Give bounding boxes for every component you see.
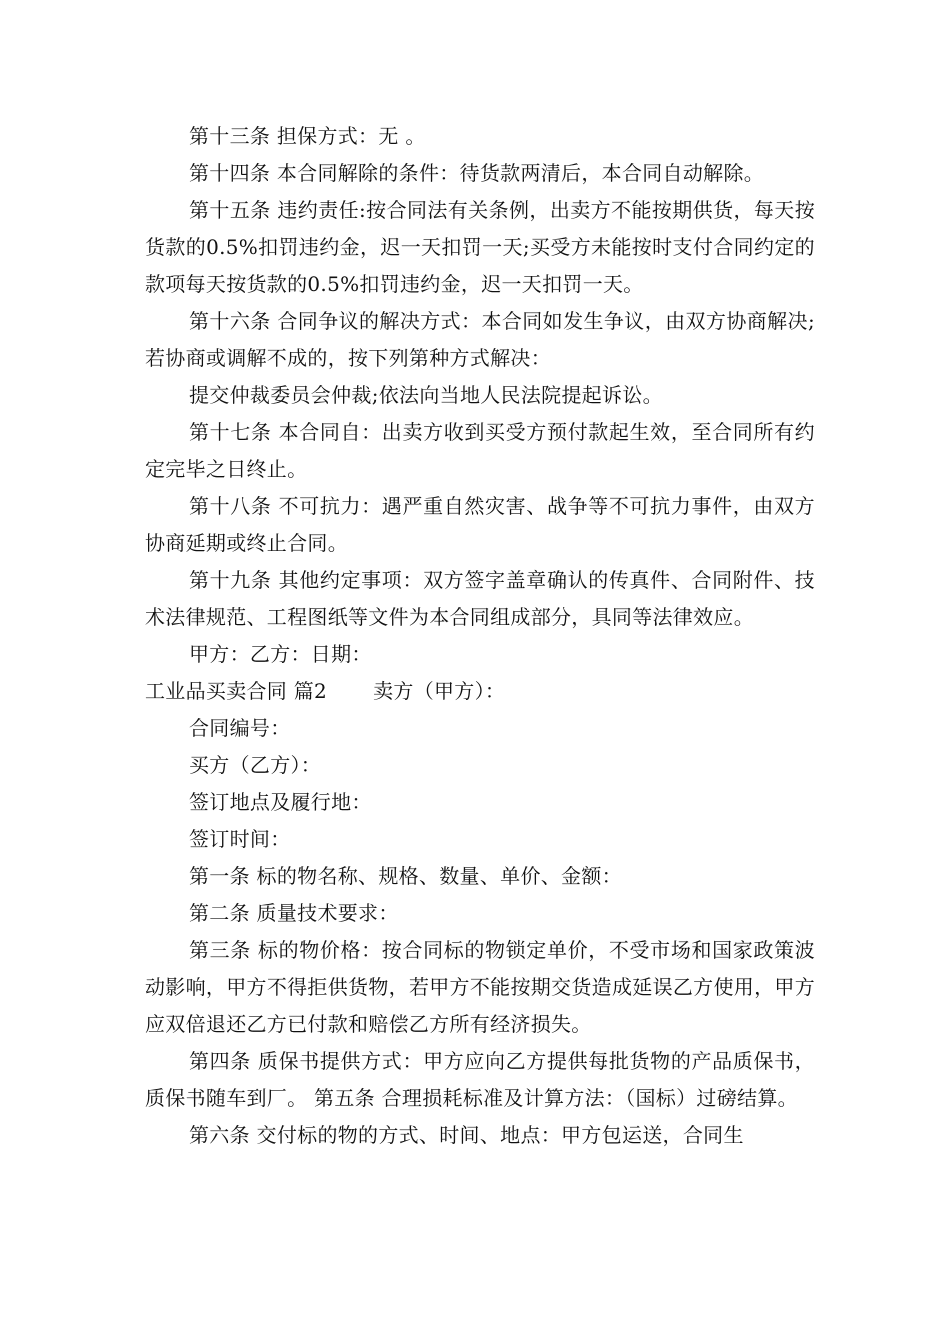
section-title: 工业品买卖合同 篇2 — [145, 679, 328, 703]
seller-label: 卖方（甲方）： — [373, 679, 506, 703]
clause-16: 第十六条 合同争议的解决方式：本合同如发生争议，由双方协商解决;若协商或调解不成的，按下列第种方式解决： — [145, 309, 815, 370]
clause-13: 第十三条 担保方式：无 。 — [189, 124, 426, 148]
buyer-label: 买方（乙方）： — [189, 753, 322, 777]
contract-heading-line — [145, 673, 815, 710]
article-4-5: 第四条 质保书提供方式：甲方应向乙方提供每批货物的产品质保书，质保书随车到厂。 第五条 合理损耗标准及计算方法：（国标）过磅结算。 — [145, 1049, 815, 1110]
article-6: 第六条 交付标的物的方式、时间、地点：甲方包运送，合同生 — [189, 1123, 744, 1147]
article-3: 第三条 标的物价格：按合同标的物锁定单价，不受市场和国家政策波动影响，甲方不得拒供货物，若甲方不能按期交货造成延误乙方使用，甲方应双倍退还乙方已付款和赔偿乙方所有经济损失。 — [145, 938, 815, 1036]
clause-18: 第十八条 不可抗力：遇严重自然灾害、战争等不可抗力事件，由双方协商延期或终止合同。 — [145, 494, 815, 555]
clause-15: 第十五条 违约责任:按合同法有关条例，出卖方不能按期供货，每天按货款的0.5%扣罚违约金，迟一天扣罚一天;买受方未能按时支付合同约定的款项每天按货款的0.5%扣罚违约金，迟一天扣罚一天。 — [145, 198, 815, 296]
article-1: 第一条 标的物名称、规格、数量、单价、金额： — [189, 864, 622, 888]
clause-16-options: 提交仲裁委员会仲裁;依法向当地人民法院提起诉讼。 — [189, 383, 663, 407]
signature-line: 甲方：乙方：日期： — [189, 642, 372, 666]
signing-place-label: 签订地点及履行地： — [189, 790, 372, 814]
clause-14: 第十四条 本合同解除的条件：待货款两清后，本合同自动解除。 — [189, 161, 765, 185]
signing-time-label: 签订时间： — [189, 827, 291, 851]
clause-17: 第十七条 本合同自：出卖方收到买受方预付款起生效，至合同所有约定完毕之日终止。 — [145, 420, 815, 481]
document-body — [145, 118, 815, 1154]
contract-number-label: 合同编号： — [189, 716, 291, 740]
clause-19: 第十九条 其他约定事项：双方签字盖章确认的传真件、合同附件、技术法律规范、工程图纸等文件为本合同组成部分，具同等法律效应。 — [145, 568, 815, 629]
article-2: 第二条 质量技术要求： — [189, 901, 399, 925]
